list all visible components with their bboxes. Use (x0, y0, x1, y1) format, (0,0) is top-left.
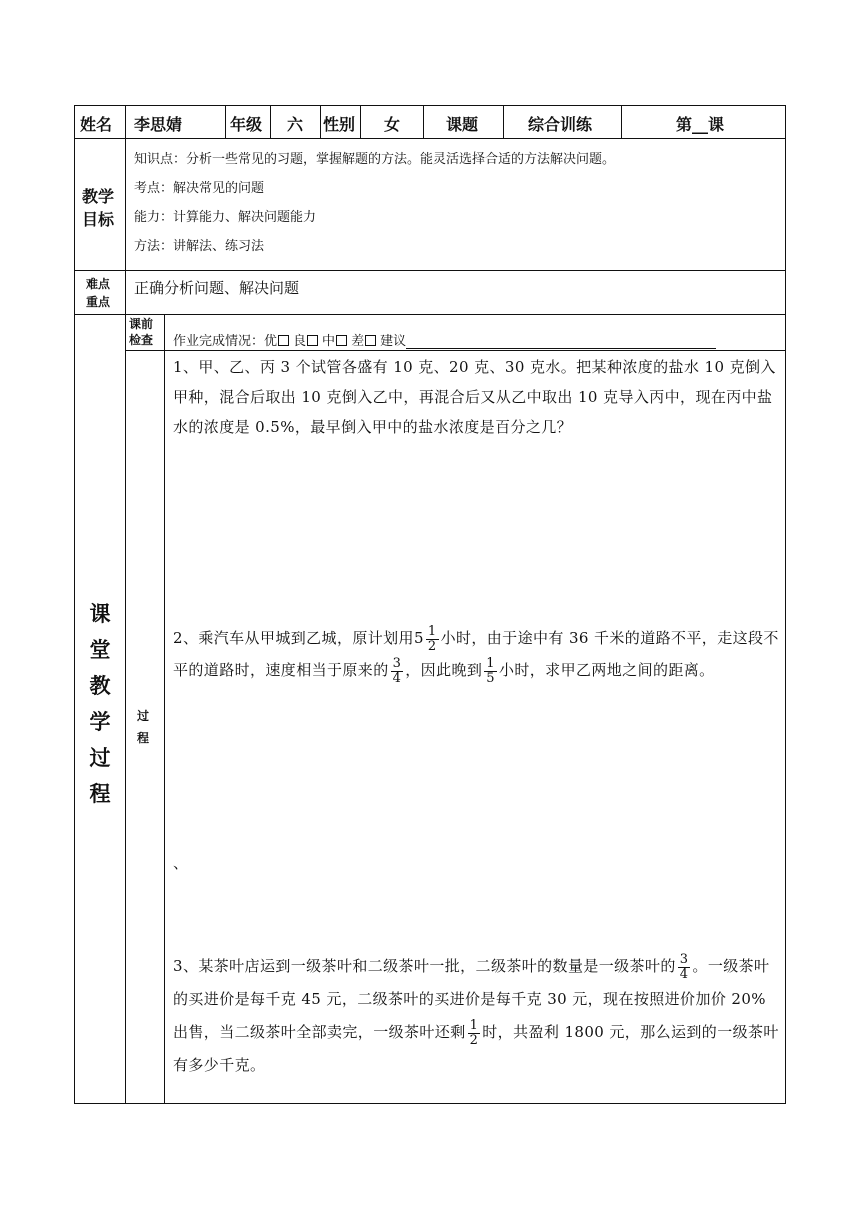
fraction-one-half (426, 625, 439, 654)
fraction-numerator: 1 (469, 1017, 479, 1033)
fraction-three-quarters (678, 953, 691, 982)
fraction-denominator: 4 (392, 670, 402, 686)
grade-value: 六 (287, 115, 304, 134)
fraction-denominator: 2 (427, 638, 437, 654)
fraction-one-half (468, 1019, 481, 1048)
name-value: 李思婧 (134, 115, 183, 134)
fraction-numerator: 1 (486, 655, 495, 671)
homework-prefix: 作业完成情况： (173, 334, 265, 349)
rating-medium-checkbox[interactable] (336, 335, 347, 346)
precheck-label-line1: 课前 (129, 317, 154, 331)
rating-poor-checkbox[interactable] (365, 335, 376, 346)
objective-exam-point: 考点：解决常见的问题 (134, 181, 265, 196)
problem-2-text-c: ，因此晚到 (405, 661, 483, 679)
objectives-label-line2: 目标 (82, 210, 115, 229)
objective-ability: 能力：计算能力、解决问题能力 (134, 210, 317, 225)
rating-poor-label: 差 (351, 334, 365, 349)
stray-mark: 、 (173, 854, 189, 872)
keypoints-label-line2: 重点 (86, 295, 111, 309)
keypoints-label-line1: 难点 (86, 277, 111, 291)
rating-excellent-checkbox[interactable] (278, 335, 289, 346)
suggestion-label: 建议 (380, 334, 407, 349)
grade-label: 年级 (230, 115, 263, 134)
problem-2 (173, 622, 779, 686)
classroom-char: 程 (89, 782, 111, 806)
classroom-char: 教 (89, 674, 111, 698)
fraction-denominator: 4 (679, 966, 689, 982)
classroom-char: 堂 (89, 638, 111, 662)
rating-excellent-label: 优 (264, 334, 278, 349)
objectives-label-line1: 教学 (82, 187, 115, 206)
fraction-one-fifth (484, 657, 497, 686)
homework-status-row (173, 330, 716, 349)
problem-3-text-a: 3、某茶叶店运到一级茶叶和二级茶叶一批，二级茶叶的数量是一级茶叶的 (173, 957, 676, 975)
problem-2-text-b: 小时，由于途中有 36 千米的道路不平，走这段不平的道路时，速度相当于原来的 (173, 629, 779, 679)
classroom-process-label (80, 596, 120, 812)
keypoints-content: 正确分析问题、解决问题 (134, 279, 300, 297)
fraction-denominator: 5 (486, 670, 495, 686)
mixed-number-whole: 5 (413, 629, 424, 647)
topic-label: 课题 (446, 115, 479, 134)
fraction-numerator: 3 (392, 655, 402, 671)
topic-value: 综合训练 (528, 115, 593, 134)
gender-label: 性别 (323, 115, 356, 134)
rating-good-checkbox[interactable] (307, 335, 318, 346)
precheck-label-line2: 检查 (129, 333, 154, 347)
objective-method: 方法：讲解法、练习法 (134, 239, 265, 254)
fraction-numerator: 3 (679, 951, 689, 967)
rating-medium-label: 中 (322, 334, 336, 349)
problem-3 (173, 950, 779, 1082)
problem-3-text-c: 时，共盈利 1800 元，那么运到的一级茶叶有多少千克。 (173, 1023, 779, 1074)
classroom-char: 课 (89, 602, 111, 626)
gender-value: 女 (384, 115, 401, 134)
problem-3-text-b: 。一级茶叶的买进价是每千克 45 元，二级茶叶的买进价是每千克 30 元，现在按照进价加价 20%出售，当二级茶叶全部卖完，一级茶叶还剩 (173, 957, 770, 1041)
problem-2-text-d: 小时，求甲乙两地之间的距离。 (498, 661, 715, 679)
rating-good-label: 良 (293, 334, 307, 349)
suggestion-blank-line[interactable] (406, 336, 716, 349)
problem-2-text-a: 2、乘汽车从甲城到乙城，原计划用 (173, 629, 414, 647)
fraction-three-quarters (391, 657, 404, 686)
fraction-numerator: 1 (427, 623, 437, 639)
fraction-denominator: 2 (469, 1032, 479, 1048)
name-label: 姓名 (80, 115, 113, 134)
process-label-line1: 过 (137, 709, 150, 723)
process-label-line2: 程 (137, 731, 150, 745)
classroom-char: 过 (89, 746, 111, 770)
lesson-number: 第__课 (676, 115, 725, 134)
objective-knowledge: 知识点：分析一些常见的习题，掌握解题的方法。能灵活选择合适的方法解决问题。 (134, 152, 616, 167)
problem-1: 1、甲、乙、丙 3 个试管各盛有 10 克、20 克、30 克水。把某种浓度的盐水 10 克倒入甲种，混合后取出 10 克倒入乙中，再混合后又从乙中取出 10 克导入丙中，现在丙中盐水的浓度是 0.5%，最早倒入甲中的盐水浓度是百分之几？ (173, 358, 776, 436)
classroom-char: 学 (89, 710, 111, 734)
